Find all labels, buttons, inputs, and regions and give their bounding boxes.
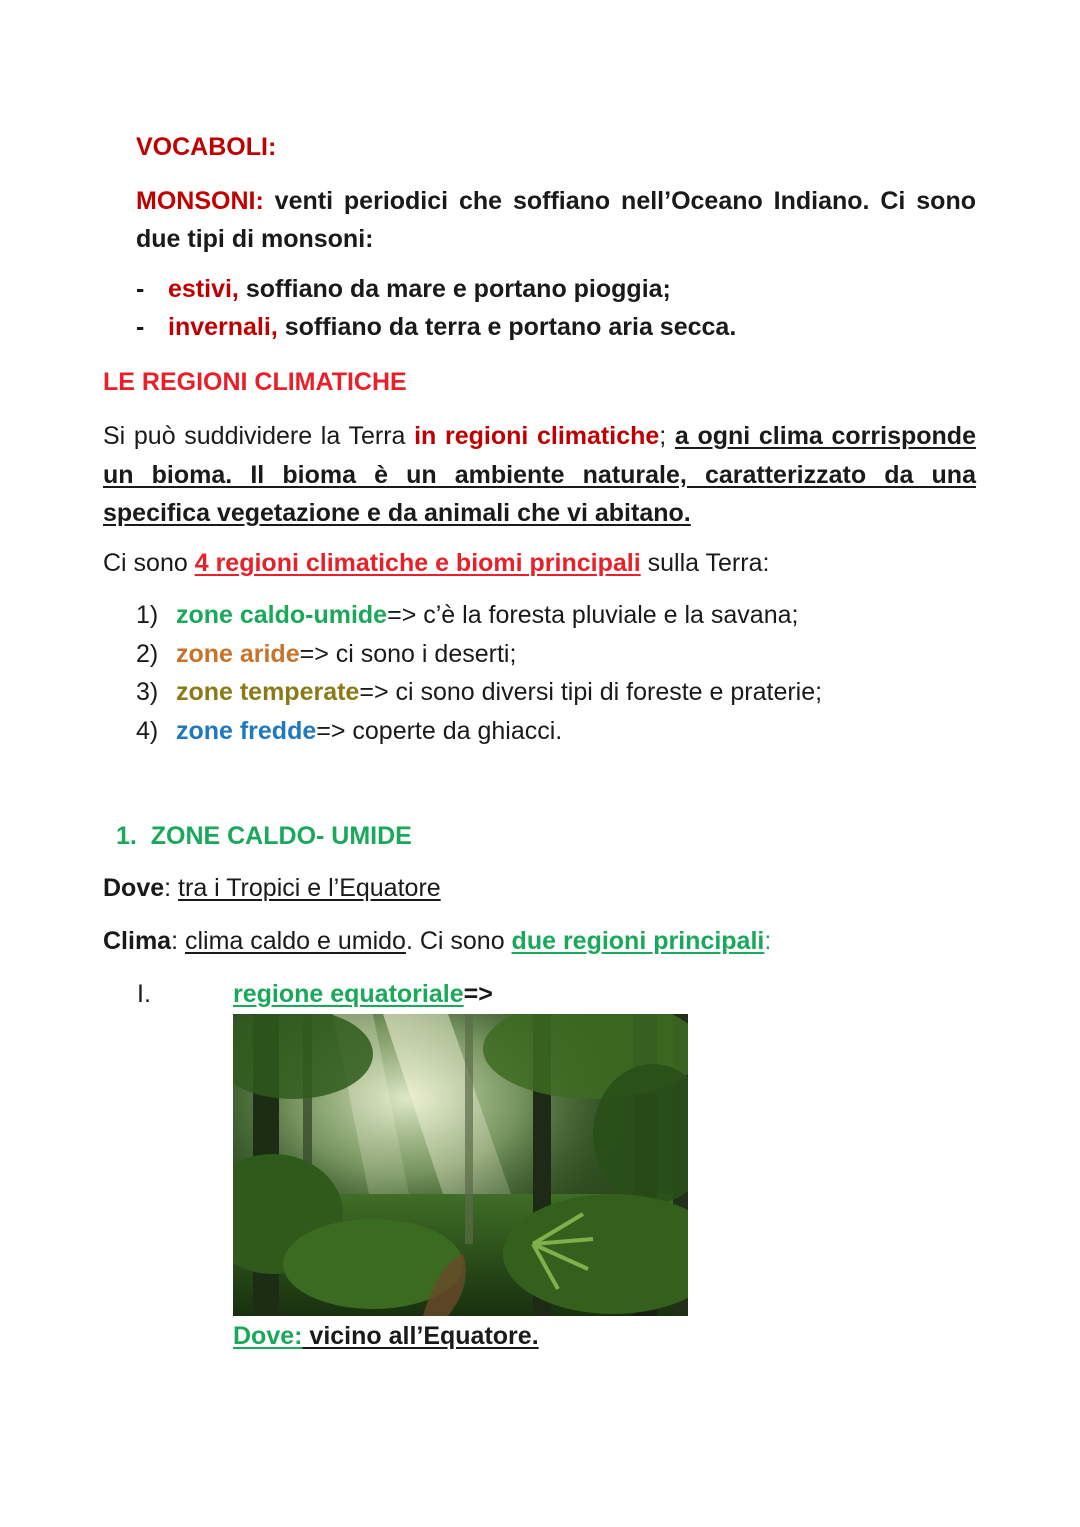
regions-count: Ci sono 4 regioni climatiche e biomi principali sulla Terra: (103, 549, 770, 577)
list-item: - invernali, soffiano da terra e portano aria secca. (136, 313, 737, 341)
section1-heading: 1. ZONE CALDO- UMIDE (116, 822, 412, 850)
list-item: - estivi, soffiano da mare e portano pioggia; (136, 275, 671, 303)
bioma-definition: a ogni clima corrisponde un bioma. Il bioma è un ambiente naturale, caratterizzato da una specifica vegetazione e da animali che vi abitano. (103, 422, 976, 527)
regions-heading: LE REGIONI CLIMATICHE (103, 368, 407, 396)
list-item: 2) zone aride=> ci sono i deserti; (136, 640, 517, 668)
subregion-title: I. regione equatoriale=> (137, 980, 493, 1008)
monsoni-definition (136, 182, 976, 258)
rainforest-illustration (233, 1014, 688, 1316)
regions-intro: Si può suddividere la Terra in regioni climatiche; a ogni clima corrisponde un bioma. Il bioma è un ambiente naturale, caratterizzato da una specifica vegetazione e da animali che vi abitano. (103, 422, 976, 527)
clima-line: Clima: clima caldo e umido. Ci sono due regioni principali: (103, 927, 772, 955)
list-item: 4) zone fredde=> coperte da ghiacci. (136, 717, 563, 745)
list-item: 3) zone temperate=> ci sono diversi tipi di foreste e praterie; (136, 678, 823, 706)
vocab-heading: VOCABOLI: (136, 133, 277, 161)
subregion-dove: Dove: vicino all’Equatore. (233, 1322, 539, 1350)
monsoni-text: venti periodici che soffiano nell’Oceano Indiano. Ci sono due tipi di monsoni: (136, 187, 976, 253)
monsoni-term: MONSONI: (136, 187, 264, 215)
invernali-term: invernali, (168, 313, 278, 341)
rainforest-photo (233, 1014, 688, 1316)
list-item: 1) zone caldo-umide=> c’è la foresta pluviale e la savana; (136, 601, 799, 629)
dove-line: Dove: tra i Tropici e l’Equatore (103, 874, 441, 902)
estivi-term: estivi, (168, 275, 239, 303)
